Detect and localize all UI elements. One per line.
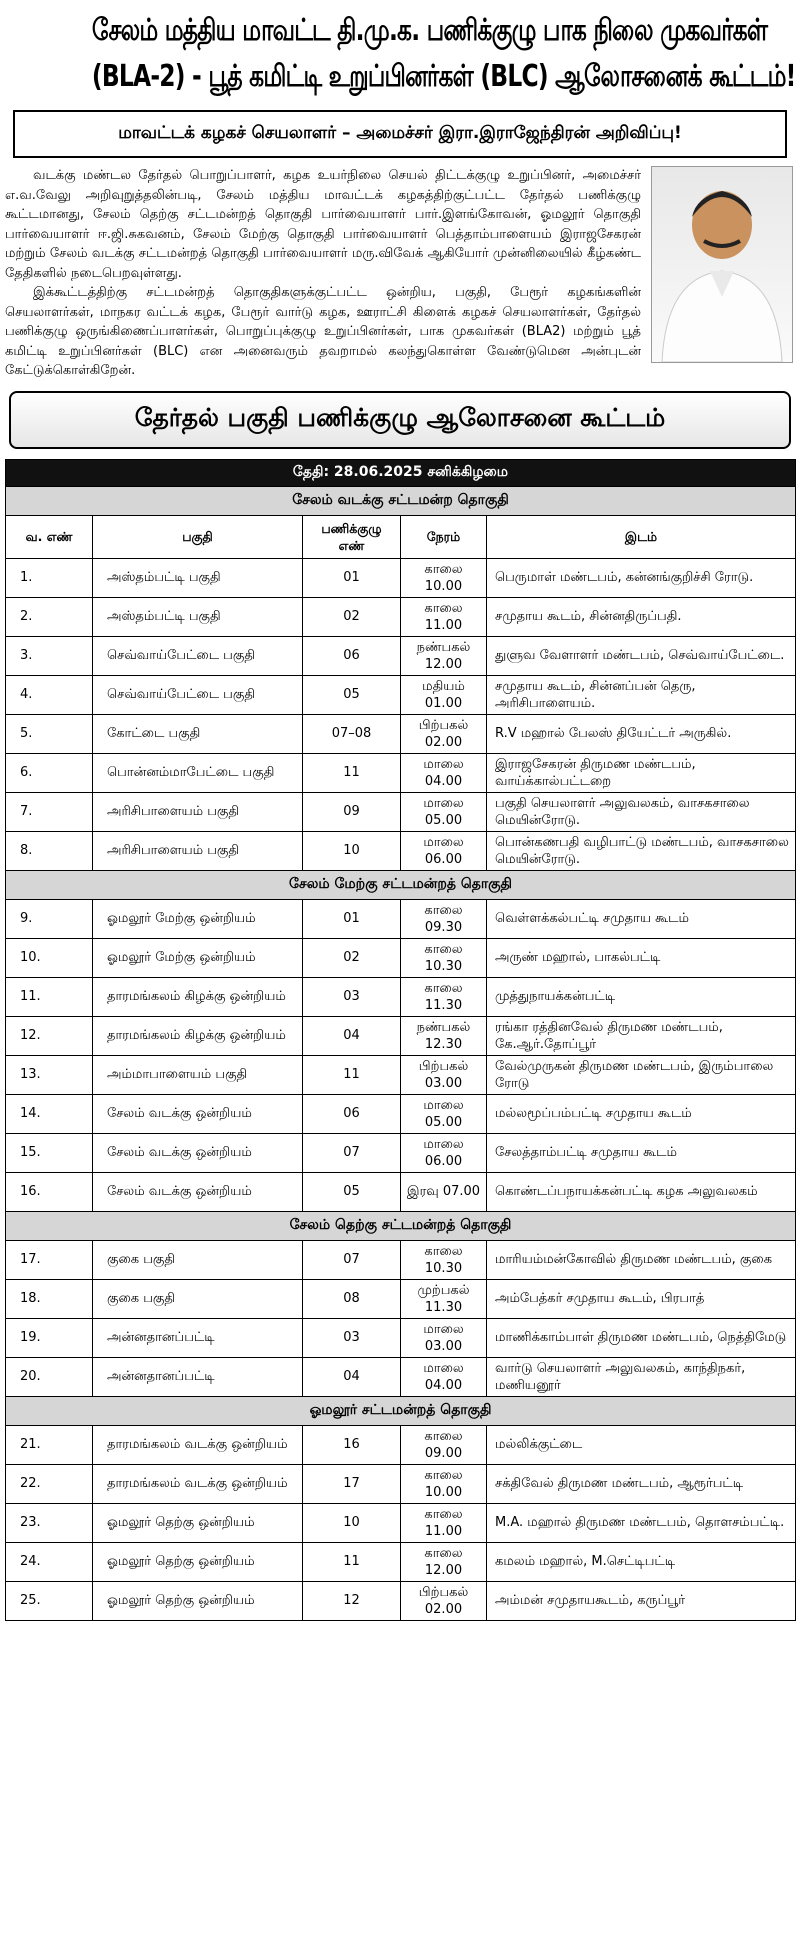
section-title: ஓமலூர் சட்டமன்றத் தொகுதி <box>6 1396 796 1425</box>
table-row <box>6 753 796 792</box>
cell-time: மாலை 04.00 <box>401 1357 487 1396</box>
cell-venue: வெள்ளக்கல்பட்டி சமுதாய கூடம் <box>487 899 796 938</box>
column-header-team: பணிக்குழு எண் <box>303 515 401 558</box>
schedule-table-body <box>6 459 796 1620</box>
table-row <box>6 675 796 714</box>
cell-team: 06 <box>303 636 401 675</box>
cell-area: சேலம் வடக்கு ஒன்றியம் <box>93 1133 303 1172</box>
cell-venue: மல்லமூப்பம்பட்டி சமுதாய கூடம் <box>487 1094 796 1133</box>
table-row <box>6 1503 796 1542</box>
cell-time: காலை 09.30 <box>401 899 487 938</box>
cell-sno: 19. <box>6 1318 93 1357</box>
cell-team: 12 <box>303 1581 401 1620</box>
table-row <box>6 1133 796 1172</box>
cell-sno: 21. <box>6 1425 93 1464</box>
cell-team: 04 <box>303 1016 401 1055</box>
portrait-icon <box>652 167 792 362</box>
cell-sno: 9. <box>6 899 93 938</box>
intro-text <box>5 166 651 381</box>
section-header-row <box>6 870 796 899</box>
cell-time: பிற்பகல் 03.00 <box>401 1055 487 1094</box>
minister-photo <box>651 166 793 363</box>
column-header-time: நேரம் <box>401 515 487 558</box>
cell-sno: 24. <box>6 1542 93 1581</box>
cell-time: மாலை 03.00 <box>401 1318 487 1357</box>
cell-venue: கொண்டப்பநாயக்கன்பட்டி கழக அலுவலகம் <box>487 1172 796 1211</box>
cell-area: தாரமங்கலம் வடக்கு ஒன்றியம் <box>93 1464 303 1503</box>
cell-team: 11 <box>303 1542 401 1581</box>
cell-time: மாலை 06.00 <box>401 831 487 870</box>
cell-team: 07 <box>303 1133 401 1172</box>
subtitle-box <box>13 110 787 158</box>
cell-area: ஓமலூர் மேற்கு ஒன்றியம் <box>93 899 303 938</box>
cell-venue: M.A. மஹால் திருமண மண்டபம், தொளசம்பட்டி. <box>487 1503 796 1542</box>
table-row <box>6 1581 796 1620</box>
cell-sno: 1. <box>6 558 93 597</box>
column-header-sno: வ. எண் <box>6 515 93 558</box>
cell-venue: அம்மன் சமுதாயகூடம், கருப்பூர் <box>487 1581 796 1620</box>
cell-venue: R.V மஹால் பேலஸ் தியேட்டர் அருகில். <box>487 714 796 753</box>
date-line: தேதி: 28.06.2025 சனிக்கிழமை <box>6 459 796 486</box>
column-header-venue: இடம் <box>487 515 796 558</box>
table-row <box>6 1172 796 1211</box>
table-row <box>6 1279 796 1318</box>
table-row <box>6 1425 796 1464</box>
cell-team: 02 <box>303 597 401 636</box>
cell-sno: 17. <box>6 1240 93 1279</box>
cell-venue: பொன்கணபதி வழிபாட்டு மண்டபம், வாசகசாலை மெயின்ரோடு. <box>487 831 796 870</box>
cell-time: காலை 10.00 <box>401 558 487 597</box>
cell-venue: மாணிக்காம்பாள் திருமண மண்டபம், நெத்திமேடு <box>487 1318 796 1357</box>
table-row <box>6 1357 796 1396</box>
section-header-row <box>6 486 796 515</box>
cell-venue: முத்துநாயக்கன்பட்டி <box>487 977 796 1016</box>
section-title: சேலம் தெற்கு சட்டமன்றத் தொகுதி <box>6 1211 796 1240</box>
table-row <box>6 1464 796 1503</box>
cell-venue: பகுதி செயலாளர் அலுவலகம், வாசகசாலை மெயின்ரோடு. <box>487 792 796 831</box>
cell-sno: 3. <box>6 636 93 675</box>
cell-area: பொன்னம்மாபேட்டை பகுதி <box>93 753 303 792</box>
cell-team: 10 <box>303 1503 401 1542</box>
cell-area: குகை பகுதி <box>93 1279 303 1318</box>
cell-venue: மாரியம்மன்கோவில் திருமண மண்டபம், குகை <box>487 1240 796 1279</box>
cell-team: 03 <box>303 1318 401 1357</box>
cell-time: மதியம் 01.00 <box>401 675 487 714</box>
headline-line-2: (BLA-2) - பூத் கமிட்டி உறுப்பினர்கள் (BLC) ஆலோசனைக் கூட்டம்! <box>91 59 796 94</box>
cell-sno: 15. <box>6 1133 93 1172</box>
cell-sno: 2. <box>6 597 93 636</box>
table-row <box>6 597 796 636</box>
cell-venue: சமுதாய கூடம், சின்னதிருப்பதி. <box>487 597 796 636</box>
cell-area: அஸ்தம்பட்டி பகுதி <box>93 597 303 636</box>
table-row <box>6 558 796 597</box>
table-row <box>6 1055 796 1094</box>
cell-team: 08 <box>303 1279 401 1318</box>
cell-team: 17 <box>303 1464 401 1503</box>
section-title: சேலம் வடக்கு சட்டமன்ற தொகுதி <box>6 486 796 515</box>
cell-team: 06 <box>303 1094 401 1133</box>
cell-sno: 11. <box>6 977 93 1016</box>
headline <box>91 0 796 100</box>
cell-team: 01 <box>303 558 401 597</box>
cell-area: சேலம் வடக்கு ஒன்றியம் <box>93 1172 303 1211</box>
cell-area: சேலம் வடக்கு ஒன்றியம் <box>93 1094 303 1133</box>
cell-area: அம்மாபாளையம் பகுதி <box>93 1055 303 1094</box>
cell-venue: வேல்முருகன் திருமண மண்டபம், இரும்பாலை ரோடு <box>487 1055 796 1094</box>
cell-team: 09 <box>303 792 401 831</box>
cell-sno: 5. <box>6 714 93 753</box>
column-header-row <box>6 515 796 558</box>
cell-venue: வார்டு செயலாளர் அலுவலகம், காந்திநகர், மணியனூர் <box>487 1357 796 1396</box>
cell-area: செவ்வாய்பேட்டை பகுதி <box>93 675 303 714</box>
cell-time: காலை 11.00 <box>401 1503 487 1542</box>
cell-time: காலை 11.30 <box>401 977 487 1016</box>
cell-venue: சக்திவேல் திருமண மண்டபம், ஆரூர்பட்டி <box>487 1464 796 1503</box>
cell-team: 05 <box>303 675 401 714</box>
intro-paragraph-1: வடக்கு மண்டல தேர்தல் பொறுப்பாளர், கழக உயர்நிலை செயல் திட்டக்குழு உறுப்பினர், அமைச்சர் எ.வ.வேலு அறிவுறுத்தலின்படி, சேலம் மத்திய மாவட்டக் கழகத்திற்குட்பட்ட தேர்தல் பணிக்குழு கூட்டமானது, சேலம் தெற்கு சட்டமன்றத் தொகுதி பார்வையாளர் பார்.இளங்கோவன், ஓமலூர் தொகுதி பார்வையாளர் ஈ.ஜி.சுகவனம், சேலம் மேற்கு தொகுதி பார்வையாளர் பெத்தாம்பாளையம் இராஜசேகரன் மற்றும் சேலம் வடக்கு சட்டமன்றத் தொகுதி பார்வையாளர் மரு.விவேக் ஆகியோர் முன்னிலையில் கீழ்கண்ட தேதிகளில் நடைபெறவுள்ளது. <box>5 168 641 281</box>
cell-venue: இராஜசேகரன் திருமண மண்டபம், வாய்க்கால்பட்டறை <box>487 753 796 792</box>
cell-sno: 22. <box>6 1464 93 1503</box>
cell-area: குகை பகுதி <box>93 1240 303 1279</box>
column-header-area: பகுதி <box>93 515 303 558</box>
cell-area: ஓமலூர் தெற்கு ஒன்றியம் <box>93 1503 303 1542</box>
cell-sno: 25. <box>6 1581 93 1620</box>
subtitle: மாவட்டக் கழகச் செயலாளர் – அமைச்சர் இரா.இராஜேந்திரன் அறிவிப்பு! <box>118 123 682 143</box>
cell-time: மாலை 05.00 <box>401 792 487 831</box>
cell-time: காலை 11.00 <box>401 597 487 636</box>
cell-area: ஓமலூர் தெற்கு ஒன்றியம் <box>93 1581 303 1620</box>
cell-sno: 7. <box>6 792 93 831</box>
cell-sno: 16. <box>6 1172 93 1211</box>
cell-time: காலை 10.30 <box>401 938 487 977</box>
table-row <box>6 636 796 675</box>
table-row <box>6 1016 796 1055</box>
cell-time: மாலை 05.00 <box>401 1094 487 1133</box>
section-header-row <box>6 1211 796 1240</box>
cell-sno: 4. <box>6 675 93 714</box>
cell-area: செவ்வாய்பேட்டை பகுதி <box>93 636 303 675</box>
cell-area: அரிசிபாளையம் பகுதி <box>93 792 303 831</box>
cell-team: 11 <box>303 1055 401 1094</box>
table-row <box>6 899 796 938</box>
cell-team: 16 <box>303 1425 401 1464</box>
cell-sno: 10. <box>6 938 93 977</box>
intro-section <box>5 166 795 381</box>
cell-sno: 23. <box>6 1503 93 1542</box>
cell-venue: சமுதாய கூடம், சின்னப்பன் தெரு, அரிசிபாளையம். <box>487 675 796 714</box>
cell-team: 07–08 <box>303 714 401 753</box>
cell-area: அன்னதானப்பட்டி <box>93 1357 303 1396</box>
cell-team: 04 <box>303 1357 401 1396</box>
cell-sno: 14. <box>6 1094 93 1133</box>
cell-team: 11 <box>303 753 401 792</box>
cell-team: 01 <box>303 899 401 938</box>
cell-sno: 12. <box>6 1016 93 1055</box>
schedule-table <box>5 459 796 1621</box>
table-row <box>6 977 796 1016</box>
cell-area: ஓமலூர் தெற்கு ஒன்றியம் <box>93 1542 303 1581</box>
cell-time: காலை 10.00 <box>401 1464 487 1503</box>
cell-time: மாலை 04.00 <box>401 753 487 792</box>
cell-time: முற்பகல் 11.30 <box>401 1279 487 1318</box>
table-row <box>6 1318 796 1357</box>
table-row <box>6 938 796 977</box>
cell-time: நண்பகல் 12.00 <box>401 636 487 675</box>
cell-area: அன்னதானப்பட்டி <box>93 1318 303 1357</box>
table-row <box>6 1094 796 1133</box>
cell-time: நண்பகல் 12.30 <box>401 1016 487 1055</box>
cell-venue: அருண் மஹால், பாகல்பட்டி <box>487 938 796 977</box>
cell-venue: ரங்கா ரத்தினவேல் திருமண மண்டபம், கே.ஆர்.தோப்பூர் <box>487 1016 796 1055</box>
table-row <box>6 792 796 831</box>
cell-team: 03 <box>303 977 401 1016</box>
cell-time: காலை 12.00 <box>401 1542 487 1581</box>
table-row <box>6 831 796 870</box>
cell-area: ஓமலூர் மேற்கு ஒன்றியம் <box>93 938 303 977</box>
cell-venue: பெருமாள் மண்டபம், கன்னங்குறிச்சி ரோடு. <box>487 558 796 597</box>
cell-time: காலை 10.30 <box>401 1240 487 1279</box>
cell-time: பிற்பகல் 02.00 <box>401 1581 487 1620</box>
schedule-banner-text: தேர்தல் பகுதி பணிக்குழு ஆலோசனை கூட்டம் <box>134 403 666 432</box>
cell-area: அஸ்தம்பட்டி பகுதி <box>93 558 303 597</box>
table-row <box>6 1240 796 1279</box>
section-header-row <box>6 1396 796 1425</box>
cell-sno: 18. <box>6 1279 93 1318</box>
cell-sno: 8. <box>6 831 93 870</box>
cell-team: 07 <box>303 1240 401 1279</box>
cell-area: கோட்டை பகுதி <box>93 714 303 753</box>
cell-sno: 13. <box>6 1055 93 1094</box>
table-row <box>6 714 796 753</box>
section-title: சேலம் மேற்கு சட்டமன்றத் தொகுதி <box>6 870 796 899</box>
cell-team: 10 <box>303 831 401 870</box>
cell-venue: கமலம் மஹால், M.செட்டிபட்டி <box>487 1542 796 1581</box>
headline-line-1: சேலம் மத்திய மாவட்ட தி.மு.க. பணிக்குழு பாக நிலை முகவர்கள் <box>91 13 768 48</box>
cell-venue: அம்பேத்கர் சமுதாய கூடம், பிரபாத் <box>487 1279 796 1318</box>
cell-sno: 20. <box>6 1357 93 1396</box>
cell-team: 02 <box>303 938 401 977</box>
cell-time: இரவு 07.00 <box>401 1172 487 1211</box>
date-row <box>6 459 796 486</box>
cell-venue: மல்லிக்குட்டை <box>487 1425 796 1464</box>
table-row <box>6 1542 796 1581</box>
cell-venue: சேலத்தாம்பட்டி சமுதாய கூடம் <box>487 1133 796 1172</box>
cell-area: அரிசிபாளையம் பகுதி <box>93 831 303 870</box>
cell-time: மாலை 06.00 <box>401 1133 487 1172</box>
cell-team: 05 <box>303 1172 401 1211</box>
cell-area: தாரமங்கலம் கிழக்கு ஒன்றியம் <box>93 977 303 1016</box>
cell-area: தாரமங்கலம் கிழக்கு ஒன்றியம் <box>93 1016 303 1055</box>
cell-sno: 6. <box>6 753 93 792</box>
cell-time: பிற்பகல் 02.00 <box>401 714 487 753</box>
cell-time: காலை 09.00 <box>401 1425 487 1464</box>
schedule-banner <box>9 391 791 449</box>
intro-paragraph-2: இக்கூட்டத்திற்கு சட்டமன்றத் தொகுதிகளுக்குட்பட்ட ஒன்றிய, பகுதி, பேரூர் கழகங்களின் செயலாளர்கள், மாநகர வட்டக் கழக, பேரூர் வார்டு கழக, ஊராட்சி கிளைக் கழகச் செயலாளர்கள், தேர்தல் பணிக்குழு ஒருங்கிணைப்பாளர்கள், பொறுப்புக்குழு உறுப்பினர்கள், பாக முகவர்கள் (BLA2) மற்றும் பூத் கமிட்டி உறுப்பினர்கள் (BLC) என அனைவரும் தவறாமல் கலந்துகொள்ள வேண்டுமென அன்புடன் கேட்டுக்கொள்கிறேன். <box>5 285 641 378</box>
cell-area: தாரமங்கலம் வடக்கு ஒன்றியம் <box>93 1425 303 1464</box>
cell-venue: துளுவ வேளாளர் மண்டபம், செவ்வாய்பேட்டை. <box>487 636 796 675</box>
notice-page <box>5 0 795 1621</box>
